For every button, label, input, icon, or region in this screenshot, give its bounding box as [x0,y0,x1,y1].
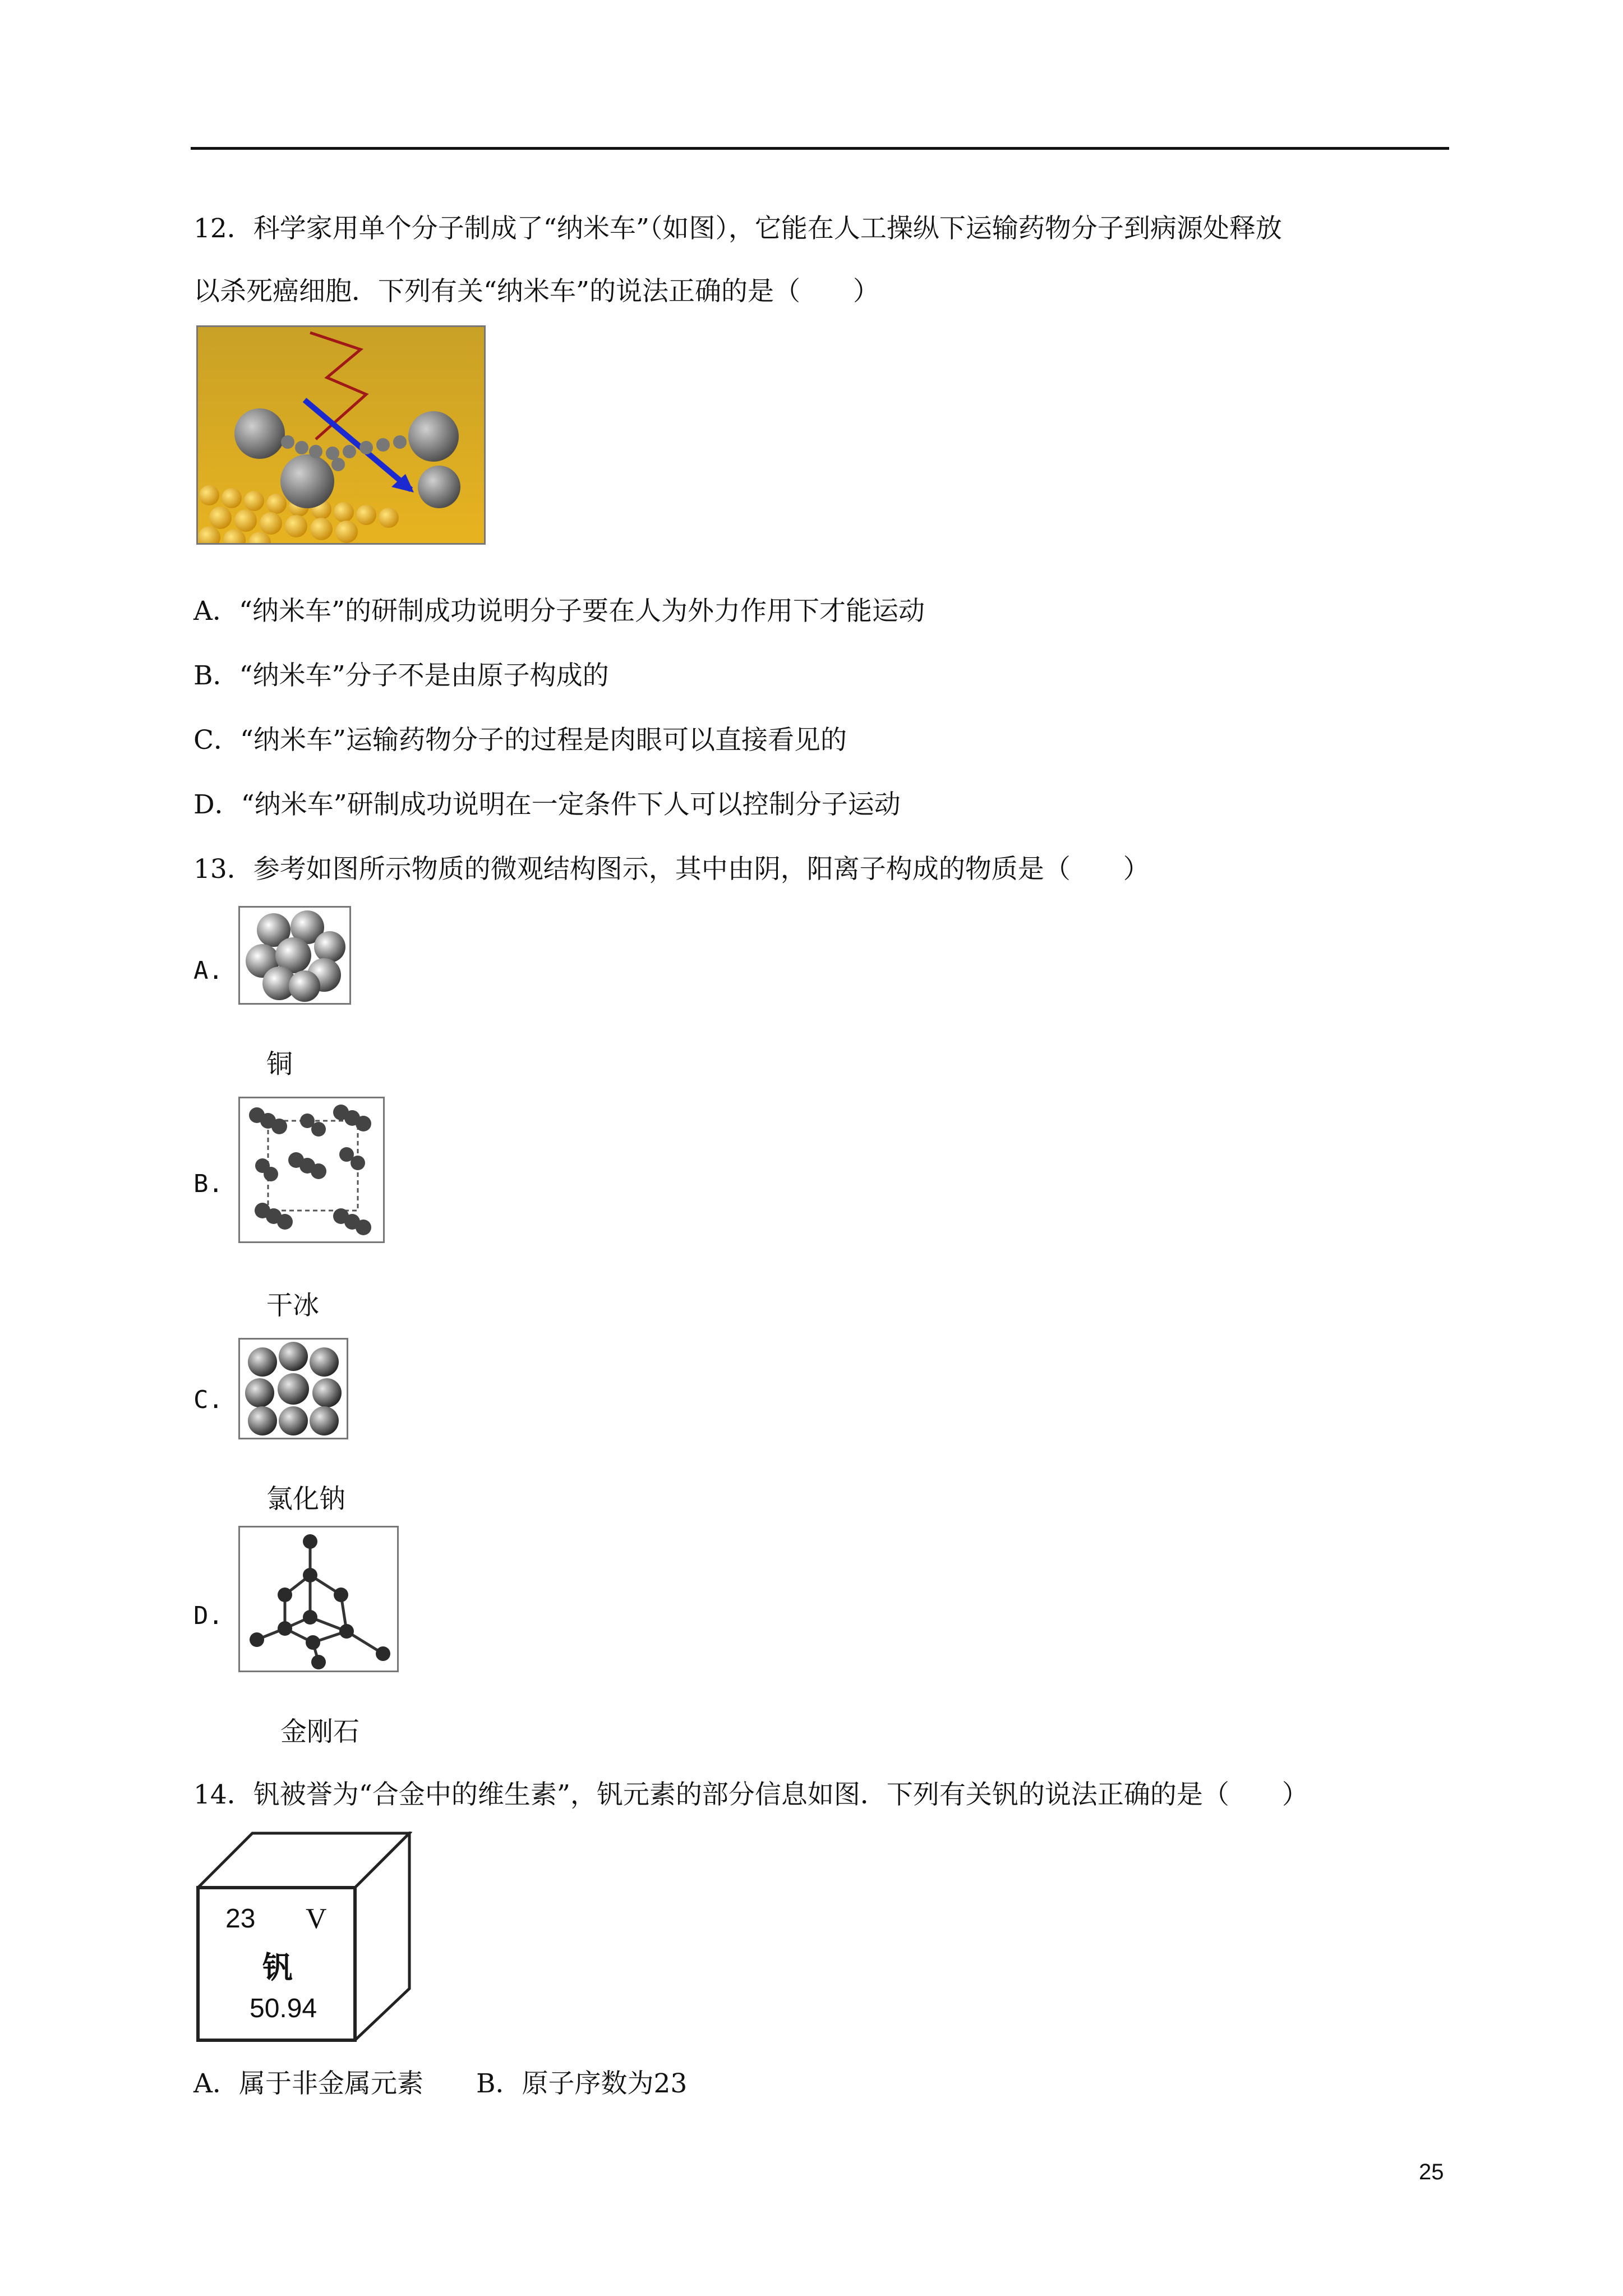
q12-option-b: B．“纳米车”分子不是由原子构成的 [193,660,609,691]
q13-option-d-caption: 金刚石 [280,1717,359,1747]
q12-option-d: D．“纳米车”研制成功说明在一定条件下人可以控制分子运动 [193,789,901,820]
q14-options: A．属于非金属元素 B．原子序数为23 [193,2068,688,2099]
q12-stem-line2: 以杀死癌细胞．下列有关“纳米车”的说法正确的是（ ） [193,276,880,307]
diamond-structure-image [238,1526,399,1672]
element-symbol: V [306,1903,327,1935]
element-atomic-mass: 50.94 [250,1994,317,2023]
q12-option-a: A．“纳米车”的研制成功说明分子要在人为外力作用下才能运动 [193,596,925,627]
q13-option-d-letter: D. [193,1602,223,1630]
header-rule [191,147,1449,150]
element-atomic-number: 23 [225,1904,256,1934]
q13-option-b-caption: 干冰 [266,1290,319,1321]
q13-option-c-letter: C. [193,1386,223,1414]
q12-stem-line1: 12．科学家用单个分子制成了“纳米车”（如图），它能在人工操纵下运输药物分子到病源处释放 [193,213,1282,244]
copper-structure-image [238,906,351,1005]
nanocar-image [196,325,486,545]
sodium-chloride-structure-image [238,1338,348,1439]
element-name: 钒 [262,1950,293,1985]
dry-ice-structure-image [238,1097,385,1243]
q14-stem: 14．钒被誉为“合金中的维生素”，钒元素的部分信息如图．下列有关钒的说法正确的是（ ） [193,1779,1308,1810]
q12-option-c: C．“纳米车”运输药物分子的过程是肉眼可以直接看见的 [193,725,847,756]
q13-stem: 13．参考如图所示物质的微观结构图示，其中由阴，阳离子构成的物质是（ ） [193,854,1150,885]
q13-option-a-caption: 铜 [266,1049,293,1080]
q13-option-b-letter: B. [193,1170,223,1198]
page-number: 25 [1419,2160,1444,2184]
q13-option-c-caption: 氯化钠 [266,1484,345,1515]
vanadium-element-card [196,1832,412,2042]
q13-option-a-letter: A. [193,956,223,985]
